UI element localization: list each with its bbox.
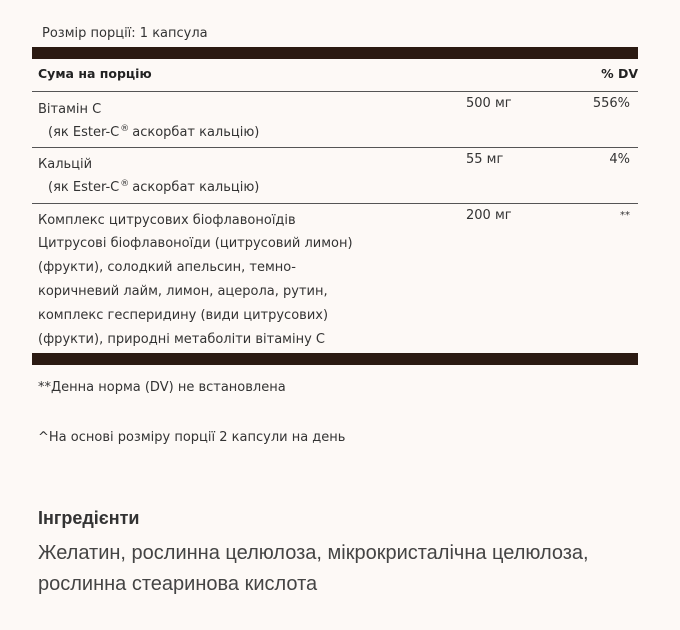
bottom-thick-divider (32, 353, 638, 365)
nutrient-daily-value: 556% (592, 96, 630, 111)
header-divider (32, 91, 638, 92)
registered-mark: ® (120, 179, 130, 189)
nutrient-name: Кальцій (38, 157, 93, 172)
nutrient-daily-value: ** (620, 210, 630, 221)
daily-value-header: % DV (601, 66, 638, 81)
nutrient-amount: 500 мг (466, 96, 512, 111)
nutrient-name: Вітамін C (38, 102, 102, 117)
nutrient-description-line: Цитрусові біофлавоноїди (цитрусовий лимон) (38, 236, 353, 251)
nutrient-daily-value: 4% (609, 152, 630, 167)
nutrient-source-start: (як Ester-C (48, 180, 120, 195)
nutrient-source-end: аскорбат кальцію) (132, 125, 260, 140)
footnote-serving-basis: ^На основі розміру порції 2 капсули на день (38, 430, 346, 445)
amount-per-serving-header: Сума на порцію (38, 66, 152, 81)
nutrient-source-start: (як Ester-C (48, 125, 120, 140)
row-divider (32, 147, 638, 148)
ingredients-text: Желатин, рослинна целюлоза, мікрокристалічна целюлоза, рослинна стеаринова кислота (38, 542, 589, 595)
nutrient-amount: 55 мг (466, 152, 504, 167)
nutrient-description-line: комплекс гесперидину (види цитрусових) (38, 308, 329, 323)
nutrient-description-line: коричневий лайм, лимон, ацерола, рутин, (38, 284, 328, 299)
serving-size: Розмір порції: 1 капсула (42, 26, 208, 41)
nutrient-description-line: (фрукти), природні метаболіти вітаміну С (38, 332, 326, 347)
nutrient-amount: 200 мг (466, 208, 512, 223)
nutrient-description-line: (фрукти), солодкий апельсин, темно- (38, 260, 296, 275)
registered-mark: ® (120, 124, 130, 134)
nutrient-source (48, 121, 259, 146)
top-thick-divider (32, 47, 638, 59)
row-divider (32, 203, 638, 204)
ingredients-heading: Інгредієнти (38, 508, 140, 528)
nutrient-description-line: Комплекс цитрусових біофлавоноїдів (38, 213, 296, 228)
nutrient-source-end: аскорбат кальцію) (132, 180, 260, 195)
nutrient-source (48, 176, 259, 201)
footnote-dv-not-established: **Денна норма (DV) не встановлена (38, 380, 286, 395)
